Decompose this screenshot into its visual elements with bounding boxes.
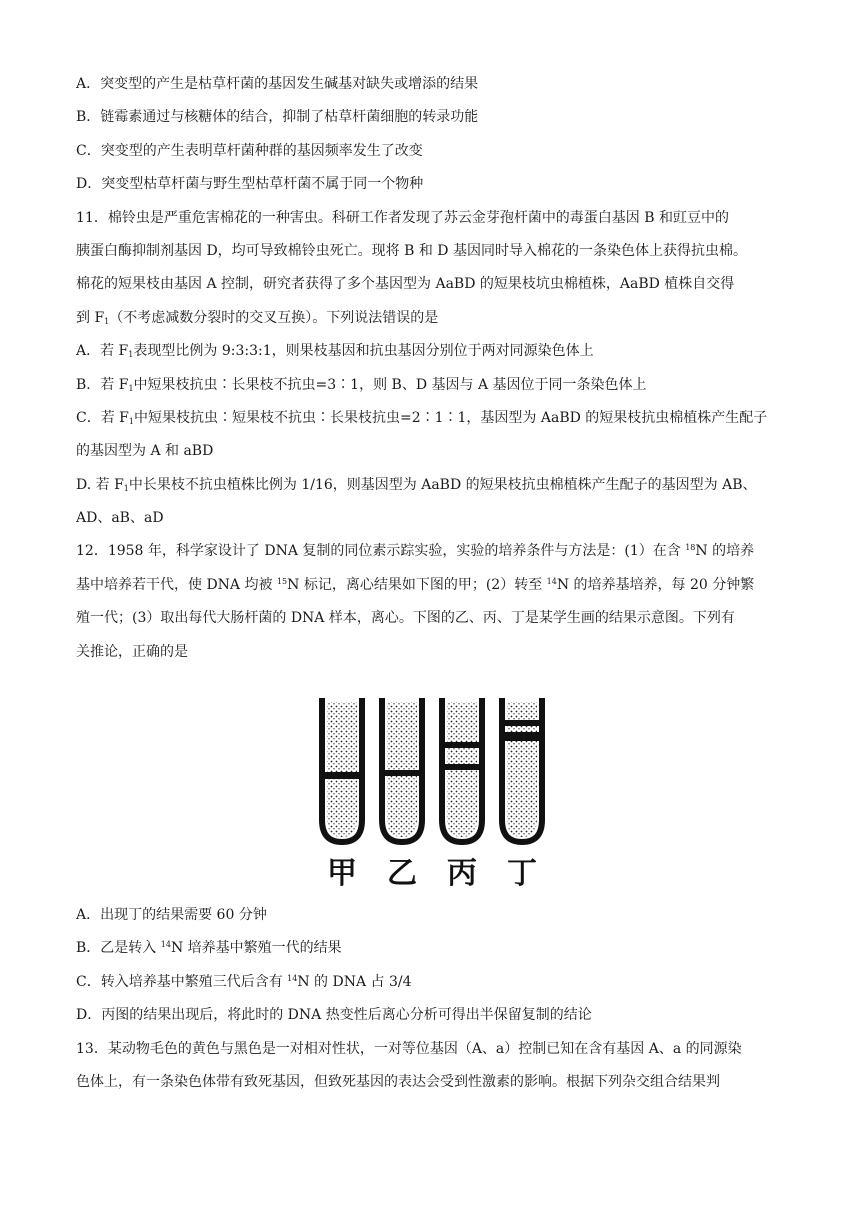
q12-option-b-a: B．乙是转入 bbox=[76, 940, 161, 957]
q13-stem-line-2: 色体上，有一条染色体带有致死基因，但致死基因的表达会受到性激素的影响。根据下列杂交组合结果判 bbox=[76, 1073, 720, 1090]
tube-label-ding: 丁 bbox=[507, 856, 537, 891]
q12-l1-a: 12．1958 年，科学家设计了 DNA 复制的同位素示踪实验，实验的培养条件与方法是：(1）在含 bbox=[76, 543, 686, 560]
q10-option-c: C．突变型的产生表明草杆菌种群的基因频率发生了改变 bbox=[76, 142, 423, 159]
q11-option-a-pre: A．若 F bbox=[76, 343, 129, 360]
q11-stem-line-3: 棉花的短果枝由基因 A 控制，研究者获得了多个基因型为 AaBD 的短果枝坑虫棉植株，AaBD 植株自交得 bbox=[76, 276, 735, 293]
q12-option-a: A．出现丁的结果需要 60 分钟 bbox=[76, 907, 267, 923]
tube-bing bbox=[442, 698, 482, 842]
q12-option-c bbox=[76, 966, 782, 999]
q11-option-c-pre: C．若 F bbox=[76, 409, 129, 426]
tube-jia-band bbox=[325, 772, 359, 779]
q11-option-d-line-2: AD、aB、aD bbox=[76, 510, 164, 527]
q11-stem-line-1: 11．棉铃虫是严重危害棉花的一种害虫。科研工作者发现了苏云金芽孢杆菌中的毒蛋白基因 B 和豇豆中的 bbox=[76, 209, 730, 226]
q11-option-a-post: 表现型比例为 9:3:3:1，则果枝基因和抗虫基因分别位于两对同源染色体上 bbox=[133, 343, 594, 360]
tube-jia bbox=[322, 698, 362, 842]
q12-l1-sup: 18 bbox=[685, 543, 696, 553]
q12-option-b-b: N 培养基中繁殖一代的结果 bbox=[170, 940, 342, 957]
q12-stem-line-1 bbox=[76, 535, 782, 568]
exam-page bbox=[76, 68, 782, 669]
tube-yi-band bbox=[385, 770, 419, 776]
q11-option-b-sub: 1 bbox=[128, 383, 134, 393]
q11-option-d bbox=[76, 469, 782, 502]
tube-label-yi: 乙 bbox=[387, 856, 417, 891]
q10-option-d: D．突变型枯草杆菌与野生型枯草杆菌不属于同一个物种 bbox=[76, 176, 424, 193]
q11-option-d-sub: 1 bbox=[123, 483, 129, 493]
q12-l1-b: N 的培养 bbox=[695, 543, 755, 560]
q11-option-c-sub: 1 bbox=[128, 416, 134, 426]
q11-option-b-pre: B．若 F bbox=[76, 376, 129, 393]
q11-option-c bbox=[76, 402, 782, 435]
q12-stem-line-3: 殖一代；(3）取出每代大肠杆菌的 DNA 样本，离心。下图的乙、丙、丁是某学生画的结果示意图。下列有 bbox=[76, 610, 735, 627]
q12-stem-line-4: 关推论，正确的是 bbox=[76, 643, 188, 660]
q11-stem-f1-sub: 1 bbox=[104, 316, 110, 326]
q13-stem-line-1: 13．某动物毛色的黄色与黑色是一对相对性状，一对等位基因（A、a）控制已知在含有基因 A、a 的同源染 bbox=[76, 1040, 742, 1057]
q11-option-a-sub: 1 bbox=[128, 350, 134, 360]
q12-option-c-sup: 14 bbox=[287, 973, 298, 983]
q10-option-a: A．突变型的产生是枯草杆菌的基因发生碱基对缺失或增添的结果 bbox=[76, 76, 479, 92]
q11-option-c-post: 中短果枝抗虫∶短果枝不抗虫∶长果枝抗虫=2∶1∶1，基因型为 AaBD 的短果枝抗虫棉植株产生配子 bbox=[133, 409, 768, 426]
q11-stem-line-4 bbox=[76, 302, 782, 335]
q12-l2-sup1: 15 bbox=[276, 576, 288, 586]
q11-stem-f1-pre: 到 F bbox=[76, 309, 105, 326]
q11-option-d-post: 中长果枝不抗虫植株比例为 1/16，则基因型为 AaBD 的短果枝抗虫棉植株产生配子的基因型为 AB、 bbox=[128, 476, 757, 493]
tube-bing-band-1 bbox=[445, 742, 479, 748]
q11-option-c-line-2: 的基因型为 A 和 aBD bbox=[76, 443, 214, 460]
q11-stem-line-2: 胰蛋白酶抑制剂基因 D，均可导致棉铃虫死亡。现将 B 和 D 基因同时导入棉花的一条染色体上获得抗虫棉。 bbox=[76, 242, 747, 259]
q11-option-a bbox=[76, 335, 782, 368]
q11-option-b-post: 中短果枝抗虫∶长果枝不抗虫=3∶1，则 B、D 基因与 A 基因位于同一条染色体上 bbox=[133, 376, 647, 393]
tube-label-jia: 甲 bbox=[327, 856, 357, 891]
tube-bing-band-2 bbox=[445, 764, 479, 770]
q12-option-c-b: N 的 DNA 占 3/4 bbox=[297, 973, 412, 990]
q12-option-d: D．丙图的结果出现后，将此时的 DNA 热变性后离心分析可得出半保留复制的结论 bbox=[76, 1007, 592, 1024]
q12-option-b bbox=[76, 932, 782, 965]
q12-option-b-sup: 14 bbox=[160, 940, 171, 950]
tubes-illustration bbox=[310, 690, 550, 850]
q12-stem-line-2 bbox=[76, 569, 782, 602]
q12-l2-a: 基中培养若干代，使 DNA 均被 bbox=[76, 576, 277, 593]
q11-stem-f1-post: （不考虑减数分裂时的交叉互换）。下列说法错误的是 bbox=[109, 309, 439, 326]
q12-l2-c: N 的培养基培养，每 20 分钟繁 bbox=[556, 576, 755, 593]
q11-option-b bbox=[76, 369, 782, 402]
q12-l2-b: N 标记，离心结果如下图的甲；(2）转至 bbox=[287, 576, 547, 593]
q10-option-b: B．链霉素通过与核糖体的结合，抑制了枯草杆菌细胞的转录功能 bbox=[76, 109, 479, 126]
q12-option-c-a: C．转入培养基中繁殖三代后含有 bbox=[76, 973, 288, 990]
tube-label-bing: 丙 bbox=[447, 856, 477, 891]
q11-option-d-pre: D. 若 F bbox=[76, 476, 124, 493]
q12-l2-sup2: 14 bbox=[546, 576, 557, 586]
tube-ding bbox=[502, 698, 542, 842]
tube-ding-band-2 bbox=[505, 732, 539, 741]
exam-page-lower bbox=[76, 899, 782, 1099]
centrifuge-tubes-figure bbox=[310, 690, 550, 890]
tube-ding-band-1 bbox=[505, 720, 539, 726]
tube-yi bbox=[382, 698, 422, 842]
